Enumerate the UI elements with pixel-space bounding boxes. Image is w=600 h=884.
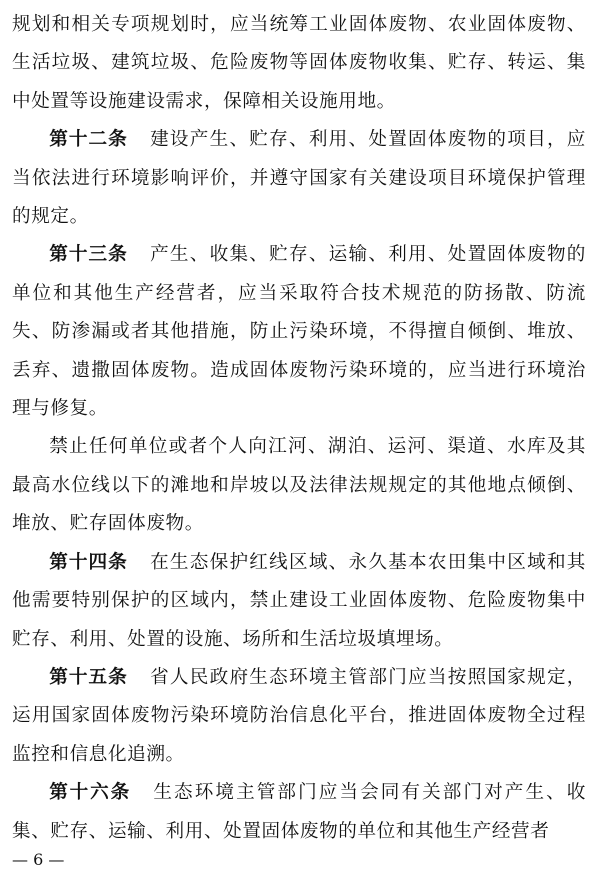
paragraph-article-14 xyxy=(12,544,586,659)
paragraph-text: 在生态保护红线区域、永久基本农田集中区域和其他需要特别保护的区域内，禁止建设工业固体废物、危险废物集中贮存、利用、处置的设施、场所和生活垃圾填埋场。 xyxy=(12,551,586,650)
paragraph-text: 省人民政府生态环境主管部门应当按照国家规定，运用国家固体废物污染环境防治信息化平台，推进固体废物全过程监控和信息化追溯。 xyxy=(12,666,586,765)
paragraph-text: 规划和相关专项规划时，应当统筹工业固体废物、农业固体废物、生活垃圾、建筑垃圾、危险废物等固体废物收集、贮存、转运、集中处置等设施建设需求，保障相关设施用地。 xyxy=(12,14,586,112)
article-heading: 第十五条 xyxy=(49,666,128,688)
paragraph-continuation xyxy=(12,6,586,121)
article-heading: 第十二条 xyxy=(49,129,128,151)
paragraph-text: 禁止任何单位或者个人向江河、湖泊、运河、渠道、水库及其最高水位线以下的滩地和岸坡以及法律法规规定的其他地点倾倒、堆放、贮存固体废物。 xyxy=(12,436,586,535)
article-heading: 第十六条 xyxy=(49,782,132,804)
document-body xyxy=(12,0,586,851)
paragraph-text: 建设产生、贮存、利用、处置固体废物的项目，应当依法进行环境影响评价，并遵守国家有关建设项目环境保护管理的规定。 xyxy=(12,129,586,228)
paragraph-article-13 xyxy=(12,236,586,428)
page-number: — 6 — xyxy=(12,850,65,869)
paragraph-text: 生态环境主管部门应当会同有关部门对产生、收集、贮存、运输、利用、处置固体废物的单位和其他生产经营者 xyxy=(12,782,586,842)
article-heading: 第十三条 xyxy=(49,244,128,266)
paragraph-article-15 xyxy=(12,659,586,774)
paragraph-article-12 xyxy=(12,121,586,236)
paragraph-article-16 xyxy=(12,774,586,851)
paragraph-article-13-second xyxy=(12,428,586,543)
article-heading: 第十四条 xyxy=(49,551,128,573)
paragraph-text: 产生、收集、贮存、运输、利用、处置固体废物的单位和其他生产经营者，应当采取符合技术规范的防扬散、防流失、防渗漏或者其他措施，防止污染环境，不得擅自倾倒、堆放、丢弃、遗撒固体废物。造成固体废物污染环境的，应当进行环境治理与修复。 xyxy=(12,244,586,420)
